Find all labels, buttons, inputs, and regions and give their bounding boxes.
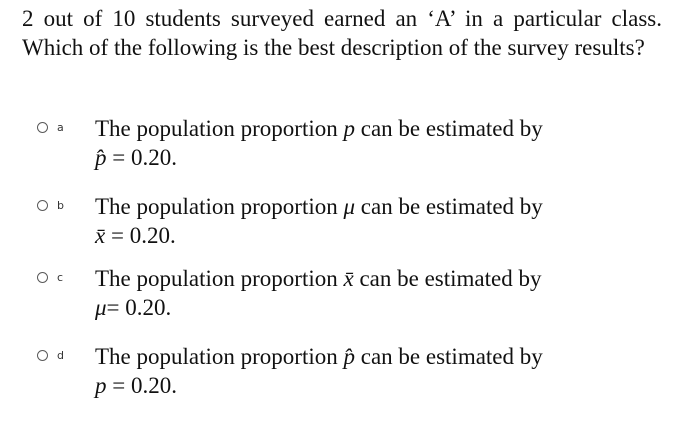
question-text: 2 out of 10 students surveyed earned an ‘A’ in a particular class. Which of the following is the best description of the survey results? [22, 6, 662, 60]
option-text-b: The population proportion μ can be estimated by x̄ = 0.20. [95, 194, 543, 248]
option-text-c: The population proportion x̄ can be estimated by μ= 0.20. [95, 266, 542, 320]
radio-button-a[interactable] [37, 122, 48, 133]
radio-button-b[interactable] [37, 200, 48, 211]
option-d[interactable] [0, 346, 678, 406]
radio-button-d[interactable] [37, 350, 48, 361]
option-letter-c: c [57, 271, 64, 284]
option-a[interactable] [0, 118, 678, 178]
option-b[interactable] [0, 196, 678, 256]
option-text-a: The population proportion p can be estimated by p̂ = 0.20. [95, 116, 543, 170]
option-letter-b: b [57, 199, 64, 212]
option-text-d: The population proportion p̂ can be estimated by p = 0.20. [95, 344, 543, 398]
option-letter-d: d [57, 349, 64, 362]
option-letter-a: a [57, 121, 64, 134]
option-c[interactable] [0, 268, 678, 328]
radio-button-c[interactable] [37, 272, 48, 283]
